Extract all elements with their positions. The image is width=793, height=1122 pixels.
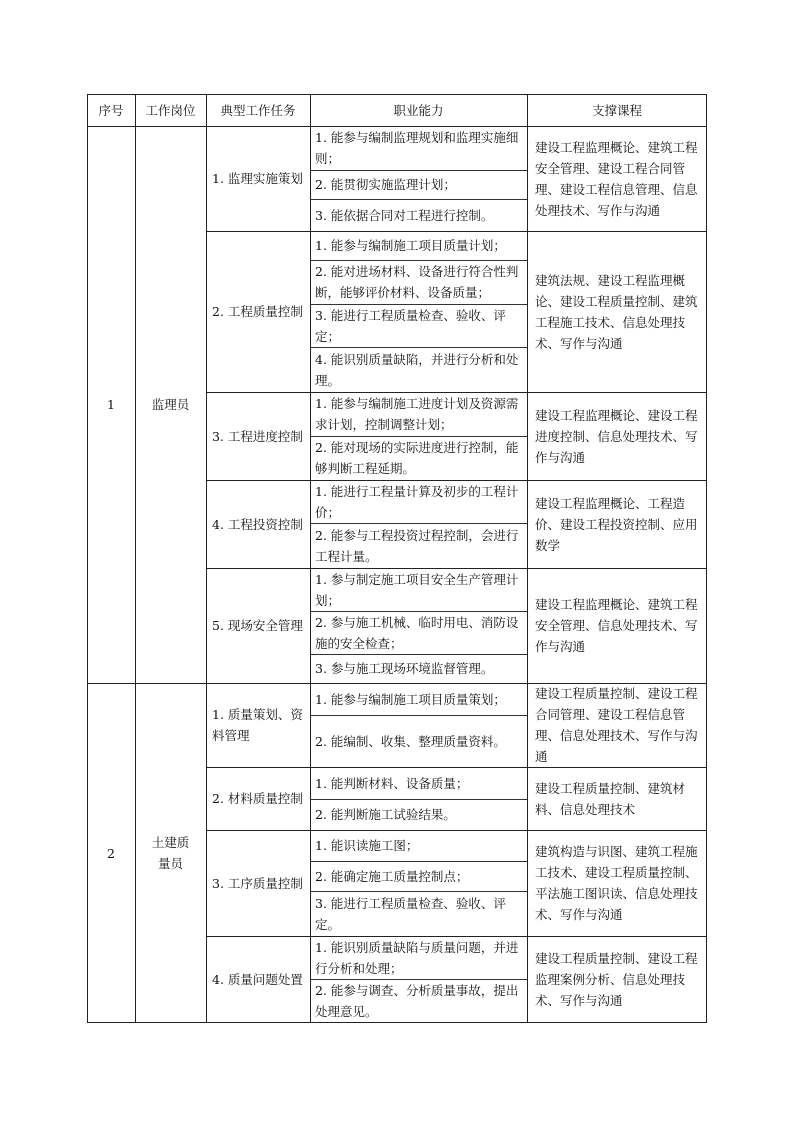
task-cell: 1. 监理实施策划 — [212, 171, 303, 186]
column-divider — [527, 94, 528, 1023]
ability-item: 1. 能进行工程量计算及初步的工程计价； — [315, 483, 519, 520]
ability-item: 2. 能编制、收集、整理质量资料。 — [315, 733, 506, 749]
row-divider — [206, 480, 707, 481]
ability-item: 1. 能识别质量缺陷与质量问题，并进行分析和处理； — [315, 939, 519, 976]
course-cell: 建设工程质量控制、建设工程监理案例分析、信息处理技术、写作与沟通 — [535, 951, 698, 1008]
ability-item: 2. 参与施工机械、临时用电、消防设施的安全检查； — [315, 614, 519, 651]
task-cell: 4. 工程投资控制 — [212, 516, 303, 532]
ability-item: 2. 能参与调查、分析质量事故，提出处理意见。 — [315, 983, 519, 1019]
ability-item: 3. 能进行工程质量检查、验收、评定； — [315, 307, 506, 344]
ability-divider — [310, 523, 527, 524]
column-divider — [310, 94, 311, 1023]
table-border — [87, 1022, 707, 1023]
table-border — [706, 94, 707, 1023]
ability-divider — [310, 347, 527, 348]
header-no: 序号 — [98, 102, 124, 118]
ability-item: 2. 能参与工程投资过程控制，会进行工程计量。 — [315, 527, 519, 564]
task-cell: 3. 工程进度控制 — [212, 428, 303, 444]
competency-table — [87, 94, 707, 1023]
course-cell: 建筑法规、建设工程监理概论、建设工程质量控制、建筑工程施工技术、信息处理技术、写作与沟通 — [535, 272, 698, 351]
course-cell: 建筑构造与识图、建筑工程施工技术、建设工程质量控制、平法施工图识读、信息处理技术、写作与沟通 — [535, 844, 698, 922]
ability-divider — [310, 170, 527, 171]
ability-item: 4. 能识别质量缺陷，并进行分析和处理。 — [315, 351, 519, 388]
row-number: 1 — [107, 397, 115, 412]
ability-divider — [310, 715, 527, 716]
row-divider — [87, 126, 707, 127]
row-divider — [206, 231, 707, 232]
task-cell: 5. 现场安全管理 — [212, 618, 303, 633]
task-cell: 3. 工序质量控制 — [212, 875, 303, 891]
table-border — [87, 94, 707, 95]
row-divider — [206, 830, 707, 831]
ability-item: 2. 能贯彻实施监理计划； — [315, 177, 456, 192]
ability-divider — [310, 304, 527, 305]
ability-item: 1. 能参与编制施工项目质量策划； — [315, 691, 506, 707]
column-divider — [206, 94, 207, 1023]
job-post: 土建质量员 — [151, 835, 190, 871]
row-divider — [87, 683, 707, 684]
row-number: 2 — [107, 845, 115, 861]
row-divider — [206, 392, 707, 393]
header-post: 工作岗位 — [145, 102, 196, 118]
course-cell: 建设工程监理概论、建筑工程安全管理、建设工程合同管理、建设工程信息管理、信息处理技术、写作与沟通 — [535, 139, 698, 218]
ability-divider — [310, 654, 527, 655]
course-cell: 建设工程监理概论、建设工程进度控制、信息处理技术、写作与沟通 — [535, 407, 698, 465]
header-task: 典型工作任务 — [220, 102, 296, 118]
course-cell: 建设工程质量控制、建设工程合同管理、建设工程信息管理、信息处理技术、写作与沟通 — [535, 686, 698, 764]
job-post: 监理员 — [151, 397, 190, 412]
task-cell: 1. 质量策划、资料管理 — [212, 707, 303, 743]
header-course: 支撑课程 — [591, 102, 642, 118]
ability-item: 3. 能进行工程质量检查、验收、评定。 — [315, 895, 506, 932]
ability-item: 1. 能参与编制监理规划和监理实施细则； — [315, 130, 519, 166]
ability-item: 1. 能判断材料、设备质量； — [315, 775, 469, 791]
ability-item: 3. 能依据合同对工程进行控制。 — [315, 207, 494, 223]
ability-divider — [310, 799, 527, 800]
row-divider — [206, 767, 707, 768]
ability-item: 1. 能识读施工图； — [315, 838, 419, 853]
course-cell: 建设工程监理概论、建筑工程安全管理、信息处理技术、写作与沟通 — [535, 597, 698, 654]
header-ability: 职业能力 — [393, 102, 444, 118]
course-cell: 建设工程监理概论、工程造价、建设工程投资控制、应用数学 — [535, 495, 698, 553]
ability-item: 1. 参与制定施工项目安全生产管理计划； — [315, 571, 519, 608]
table-border — [87, 94, 88, 1023]
task-cell: 2. 材料质量控制 — [212, 791, 303, 806]
task-cell: 2. 工程质量控制 — [212, 304, 303, 319]
ability-divider — [310, 260, 527, 261]
task-cell: 4. 质量问题处置 — [212, 972, 303, 987]
row-divider — [206, 936, 707, 937]
ability-divider — [310, 611, 527, 612]
course-cell: 建设工程质量控制、建筑材料、信息处理技术 — [535, 780, 686, 817]
ability-item: 2. 能对进场材料、设备进行符合性判断，能够评价材料、设备质量； — [315, 264, 519, 300]
ability-divider — [310, 861, 527, 862]
ability-divider — [310, 979, 527, 980]
ability-item: 1. 能参与编制施工进度计划及资源需求计划，控制调整计划； — [315, 396, 519, 432]
ability-item: 2. 能确定施工质量控制点； — [315, 868, 469, 884]
ability-item: 2. 能对现场的实际进度进行控制，能够判断工程延期。 — [315, 440, 519, 476]
ability-item: 2. 能判断施工试验结果。 — [315, 807, 456, 822]
row-divider — [206, 568, 707, 569]
ability-divider — [310, 199, 527, 200]
column-divider — [135, 94, 136, 1023]
ability-divider — [310, 891, 527, 892]
ability-divider — [310, 436, 527, 437]
ability-item: 1. 能参与编制施工项目质量计划； — [315, 238, 506, 253]
ability-item: 3. 参与施工现场环境监督管理。 — [315, 661, 494, 676]
